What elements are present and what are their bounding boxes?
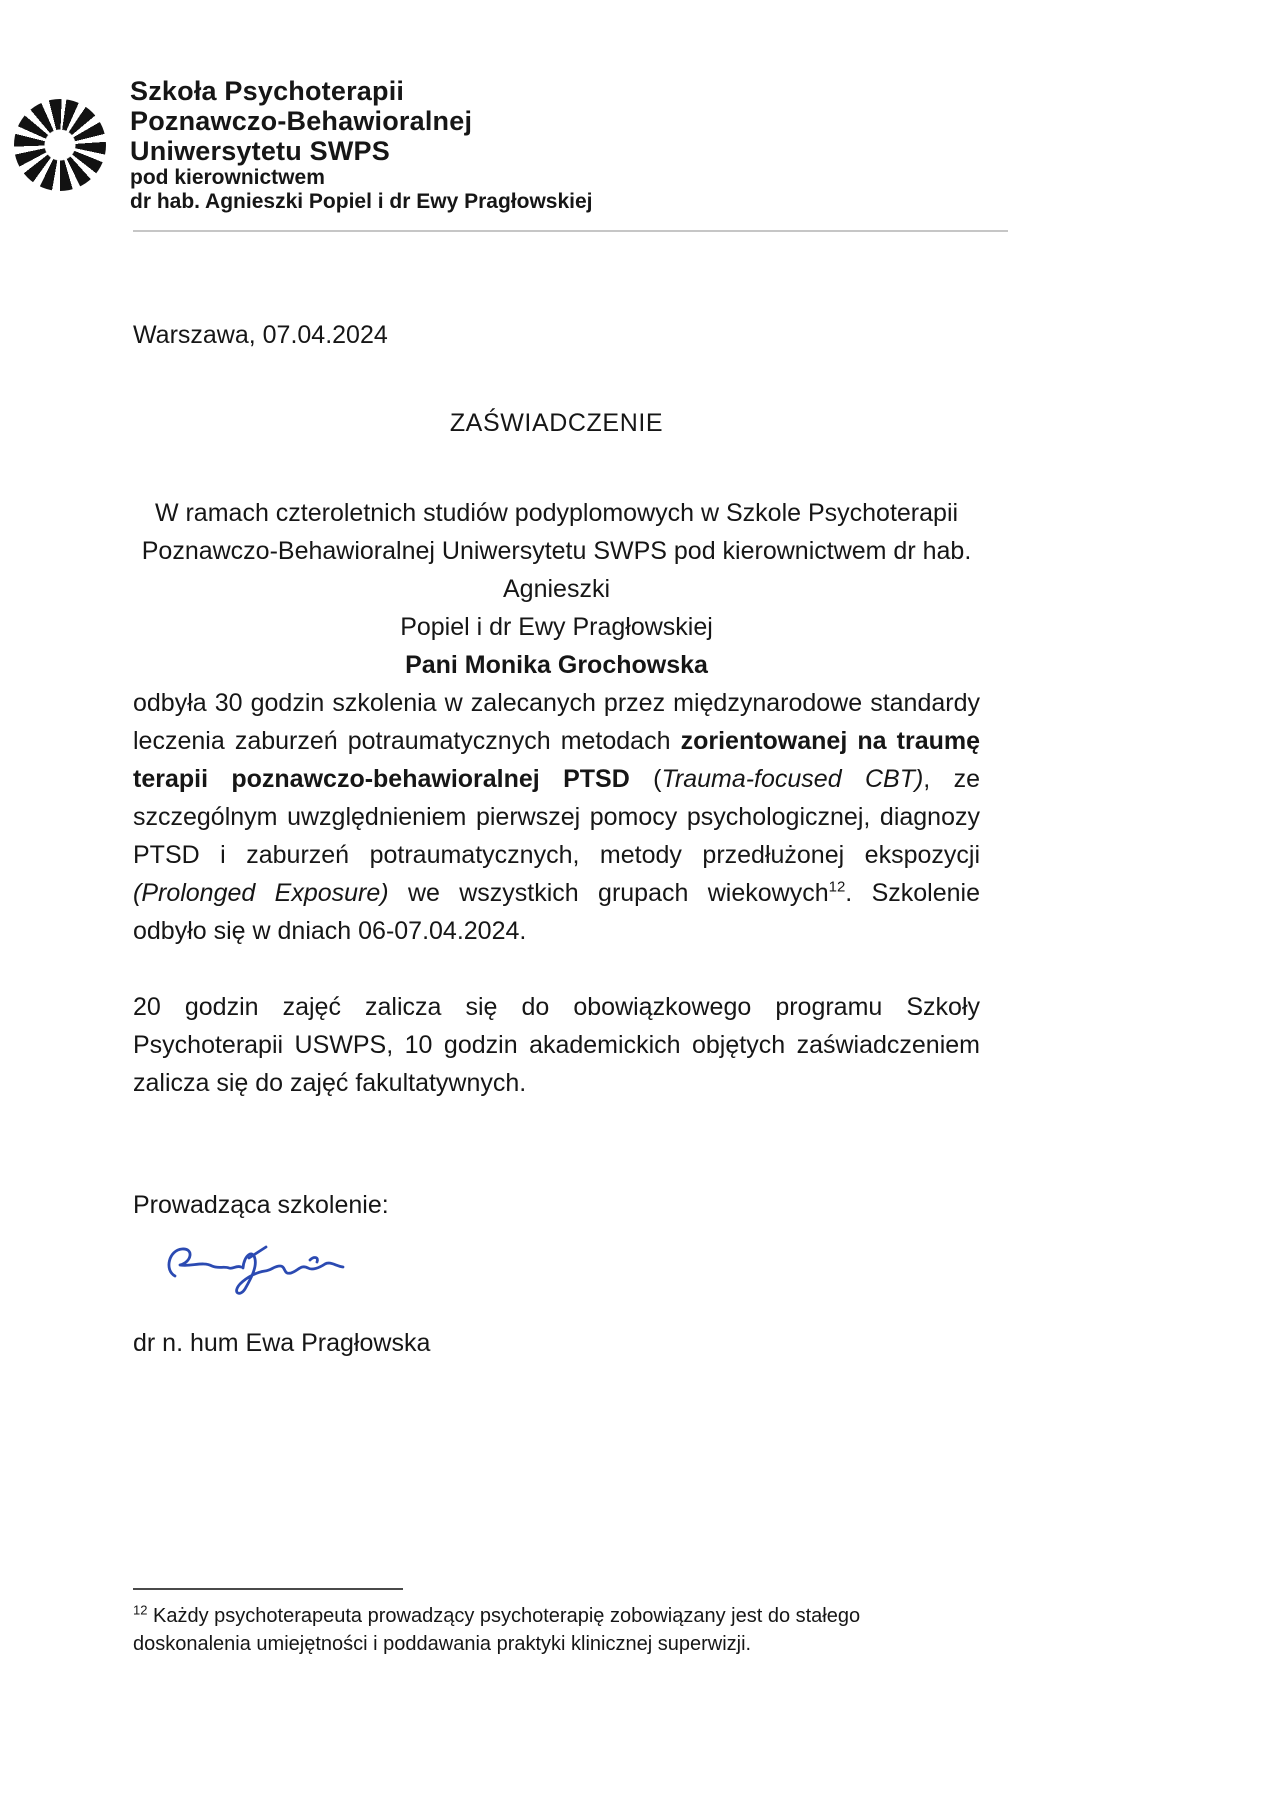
intro-line-2: Poznawczo-Behawioralnej Uniwersytetu SWPS pod kierownictwem dr hab. Agnieszki bbox=[141, 537, 972, 603]
signer-name: dr n. hum Ewa Pragłowska bbox=[133, 1329, 431, 1357]
logo-line-3: Uniwersytetu SWPS bbox=[130, 136, 390, 166]
intro-paragraph bbox=[133, 494, 980, 646]
footnote-reference: 12 bbox=[828, 878, 846, 896]
training-seg-5: , ze szczególnym uwzględnieniem pierwszej pomocy psychologicznej, diagnozy PTSD i zaburzeń potraumatycznych, metody przedłużonej ekspozycji bbox=[133, 765, 980, 869]
training-seg-italic-2: (Prolonged Exposure) bbox=[133, 879, 389, 907]
footnote-marker: 12 bbox=[133, 1602, 148, 1618]
training-paragraph bbox=[133, 684, 980, 950]
recipient-name: Pani Monika Grochowska bbox=[405, 651, 708, 679]
training-seg-7: we wszystkich grupach wiekowych bbox=[388, 879, 829, 907]
header-divider bbox=[133, 230, 1008, 232]
training-seg-open-paren: ( bbox=[653, 765, 662, 793]
footnote-divider bbox=[133, 1588, 403, 1590]
training-seg-italic-1: Trauma-focused CBT) bbox=[661, 765, 924, 793]
logo-subline-1: pod kierownictwem bbox=[130, 166, 325, 189]
logo-text-block bbox=[130, 76, 593, 214]
dateline: Warszawa, 07.04.2024 bbox=[133, 321, 388, 349]
intro-line-3: Popiel i dr Ewy Pragłowskiej bbox=[400, 613, 713, 641]
logo-row bbox=[14, 0, 1280, 214]
intro-line-1: W ramach czteroletnich studiów podyplomowych w Szkole Psychoterapii bbox=[154, 499, 959, 527]
letterhead bbox=[0, 0, 1280, 232]
training-seg-1: odbyła 30 godzin szkolenia w zalecanych przez międzynarodowe standardy leczenia zaburzeń potraumatycznych metodach bbox=[133, 689, 980, 755]
document-title: ZAŚWIADCZENIE bbox=[449, 409, 664, 437]
footnote-text bbox=[133, 1602, 980, 1658]
letter-body bbox=[133, 316, 980, 1362]
training-seg-bold: zorientowanej na traumę terapii poznawczo-behawioralnej PTSD bbox=[133, 727, 980, 793]
logo-subline-2: dr hab. Agnieszki Popiel i dr Ewy Pragłowskiej bbox=[130, 190, 593, 213]
logo-line-1: Szkoła Psychoterapii bbox=[130, 76, 405, 106]
trainer-label: Prowadząca szkolenie: bbox=[133, 1191, 389, 1219]
swps-school-logo-icon bbox=[14, 99, 106, 191]
logo-line-2: Poznawczo-Behawioralnej bbox=[130, 106, 473, 136]
footnote-block bbox=[133, 1588, 980, 1658]
footnote-body: Każdy psychoterapeuta prowadzący psychoterapię zobowiązany jest do stałego doskonalenia umiejętności i poddawania praktyki klinicznej superwizji. bbox=[133, 1605, 861, 1655]
hours-paragraph: 20 godzin zajęć zalicza się do obowiązkowego programu Szkoły Psychoterapii USWPS, 10 godzin akademickich objętych zaświadczeniem zalicza się do zajęć fakultatywnych. bbox=[133, 993, 980, 1097]
training-seg-9: . Szkolenie odbyło się w dniach 06-07.04.2024. bbox=[133, 879, 980, 945]
signature bbox=[161, 1238, 361, 1300]
